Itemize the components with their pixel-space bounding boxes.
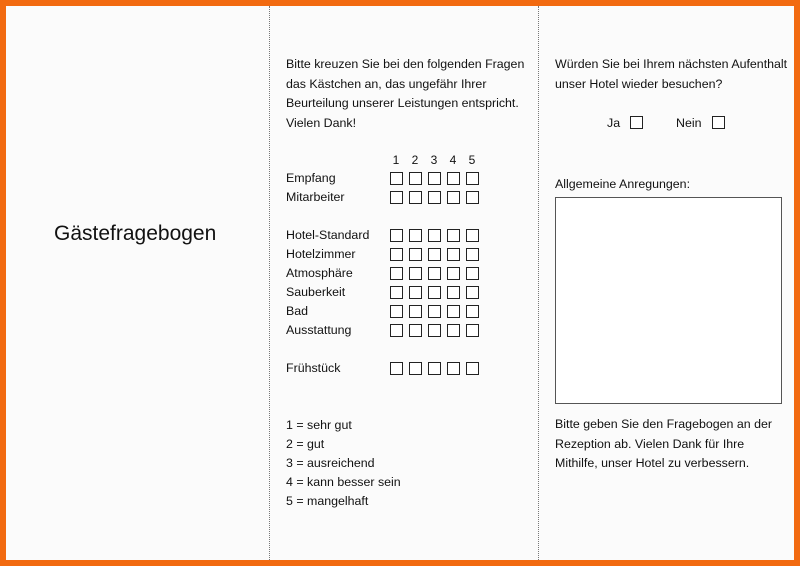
- rating-checkbox[interactable]: [409, 324, 422, 337]
- rating-checkbox[interactable]: [466, 191, 479, 204]
- rating-checkbox[interactable]: [447, 305, 460, 318]
- legend-item: 5 = mangelhaft: [286, 494, 369, 508]
- cover-title: Gästefragebogen: [54, 222, 217, 245]
- rating-checkbox[interactable]: [466, 248, 479, 261]
- row-label-hotel-standard: Hotel-Standard: [286, 228, 370, 242]
- rating-checkbox[interactable]: [447, 172, 460, 185]
- rating-checkbox[interactable]: [428, 305, 441, 318]
- yes-label: Ja: [607, 116, 621, 130]
- rating-checkbox[interactable]: [390, 172, 403, 185]
- scale-number-1: 1: [392, 153, 400, 167]
- rating-checkbox[interactable]: [466, 305, 479, 318]
- rating-checkbox[interactable]: [466, 172, 479, 185]
- rating-checkbox[interactable]: [390, 305, 403, 318]
- rating-checkbox[interactable]: [466, 267, 479, 280]
- rating-checkbox[interactable]: [409, 362, 422, 375]
- scale-number-2: 2: [411, 153, 419, 167]
- legend-item: 4 = kann besser sein: [286, 475, 401, 489]
- row-label-hotelzimmer: Hotelzimmer: [286, 247, 356, 261]
- rating-checkbox[interactable]: [466, 286, 479, 299]
- row-label-mitarbeiter: Mitarbeiter: [286, 190, 345, 204]
- scale-number-3: 3: [430, 153, 438, 167]
- rating-checkbox[interactable]: [447, 324, 460, 337]
- no-label: Nein: [676, 116, 702, 130]
- brochure-sheet: [6, 6, 794, 560]
- suggestions-textarea[interactable]: [555, 197, 782, 404]
- rating-checkbox[interactable]: [428, 191, 441, 204]
- rating-checkbox[interactable]: [447, 286, 460, 299]
- row-label-sauberkeit: Sauberkeit: [286, 285, 346, 299]
- rating-checkbox[interactable]: [428, 229, 441, 242]
- row-label-fruehstueck: Frühstück: [286, 361, 341, 375]
- rating-checkbox[interactable]: [428, 248, 441, 261]
- yes-checkbox[interactable]: [630, 116, 643, 129]
- rating-checkbox[interactable]: [409, 305, 422, 318]
- scale-number-5: 5: [468, 153, 476, 167]
- legend-item: 1 = sehr gut: [286, 418, 352, 432]
- legend-item: 3 = ausreichend: [286, 456, 375, 470]
- rating-checkbox[interactable]: [447, 267, 460, 280]
- no-checkbox[interactable]: [712, 116, 725, 129]
- fold-line-right: [538, 6, 539, 560]
- row-label-ausstattung: Ausstattung: [286, 323, 352, 337]
- rating-checkbox[interactable]: [409, 229, 422, 242]
- rating-checkbox[interactable]: [428, 286, 441, 299]
- rating-checkbox[interactable]: [390, 286, 403, 299]
- rating-checkbox[interactable]: [428, 267, 441, 280]
- rating-checkbox[interactable]: [428, 324, 441, 337]
- rating-checkbox[interactable]: [447, 191, 460, 204]
- revisit-question: Würden Sie bei Ihrem nächsten Aufenthalt unser Hotel wieder besuchen?: [555, 57, 788, 91]
- rating-checkbox[interactable]: [390, 191, 403, 204]
- fold-line-left: [269, 6, 270, 560]
- rating-checkbox[interactable]: [428, 172, 441, 185]
- rating-checkbox[interactable]: [447, 362, 460, 375]
- rating-checkbox[interactable]: [409, 286, 422, 299]
- suggestions-label: Allgemeine Anregungen:: [555, 177, 691, 191]
- survey-intro: Bitte kreuzen Sie bei den folgenden Fragen das Kästchen an, das ungefähr Ihrer Beurteilung unserer Leistungen entspricht. Vielen Dank!: [286, 57, 525, 130]
- rating-checkbox[interactable]: [409, 248, 422, 261]
- closing-note: Bitte geben Sie den Fragebogen an der Rezeption ab. Vielen Dank für Ihre Mithilfe, unser Hotel zu verbessern.: [555, 417, 772, 470]
- rating-checkbox[interactable]: [390, 267, 403, 280]
- rating-checkbox[interactable]: [466, 229, 479, 242]
- row-label-bad: Bad: [286, 304, 309, 318]
- rating-checkbox[interactable]: [466, 324, 479, 337]
- rating-checkbox[interactable]: [390, 362, 403, 375]
- rating-checkbox[interactable]: [409, 191, 422, 204]
- legend-item: 2 = gut: [286, 437, 325, 451]
- scale-number-4: 4: [449, 153, 457, 167]
- row-label-atmosphaere: Atmosphäre: [286, 266, 353, 280]
- rating-checkbox[interactable]: [409, 172, 422, 185]
- rating-checkbox[interactable]: [466, 362, 479, 375]
- rating-checkbox[interactable]: [447, 229, 460, 242]
- rating-checkbox[interactable]: [428, 362, 441, 375]
- rating-checkbox[interactable]: [447, 248, 460, 261]
- rating-checkbox[interactable]: [390, 324, 403, 337]
- row-label-empfang: Empfang: [286, 171, 336, 185]
- rating-checkbox[interactable]: [390, 248, 403, 261]
- rating-checkbox[interactable]: [409, 267, 422, 280]
- rating-checkbox[interactable]: [390, 229, 403, 242]
